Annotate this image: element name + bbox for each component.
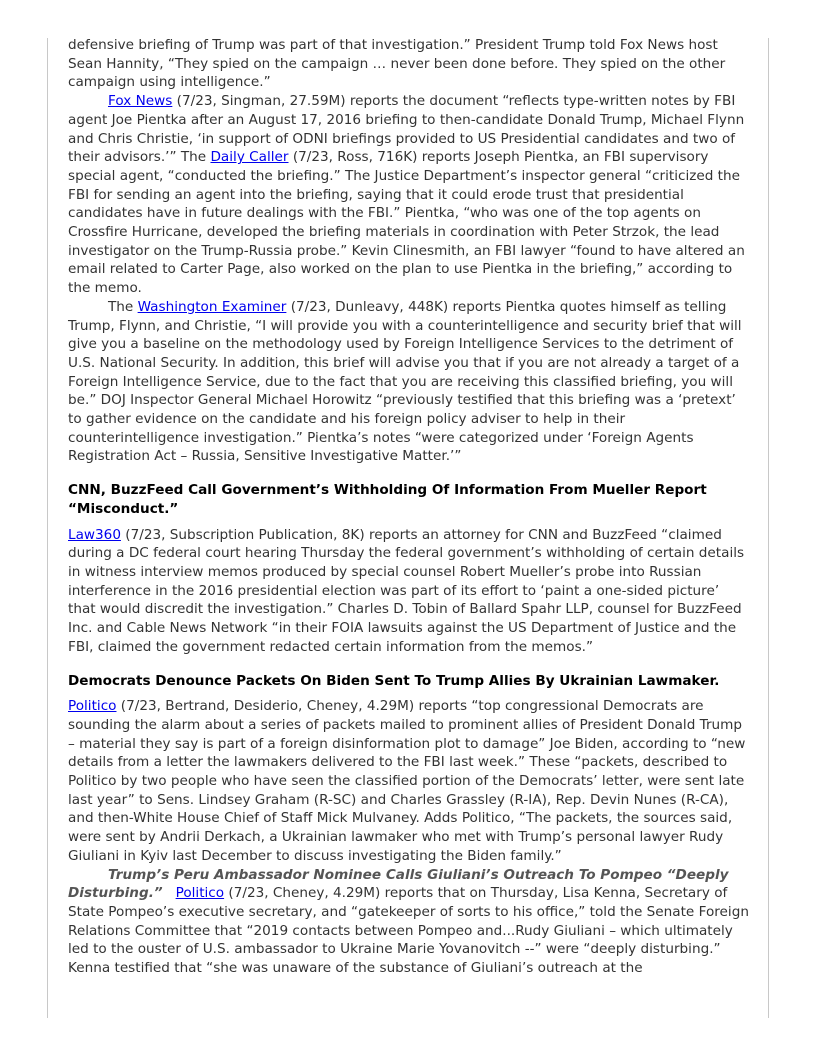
link-washington-examiner[interactable]: Washington Examiner	[137, 298, 287, 315]
headline-cnn-buzzfeed: CNN, BuzzFeed Call Government’s Withholding Of Information From Mueller Report “Misconduct.”	[68, 482, 707, 517]
paragraph-text: (7/23, Subscription Publication, 8K) reports an attorney for CNN and BuzzFeed “claimed during a DC federal court hearing Thursday the federal government’s withholding of certain details in witness interview memos produced by special counsel Robert Mueller’s probe into Russian interference in the 2016 presidential election was part of its effort to ‘paint a one-sided picture’ that would discredit the investigation.” Charles D. Tobin of Ballard Spahr LLP, counsel for BuzzFeed Inc. and Cable News Network “in their FOIA lawsuits against the US Department of Justice and the FBI, claimed the government redacted certain information from the memos.”	[68, 526, 745, 655]
link-politico-kenna[interactable]: Politico	[175, 885, 225, 902]
paragraph-law360	[68, 526, 750, 657]
link-daily-caller[interactable]: Daily Caller	[210, 149, 289, 166]
link-law360[interactable]: Law360	[68, 526, 121, 543]
subheadline-peru-ambassador: Trump’s Peru Ambassador Nominee Calls Giuliani’s Outreach To Pompeo “Deeply Disturbing.”	[68, 866, 729, 902]
paragraph-washington-examiner	[68, 298, 750, 466]
paragraph-fox-news	[68, 92, 750, 298]
document-page	[68, 36, 750, 978]
left-margin-rule	[47, 38, 48, 1018]
paragraph-text: (7/23, Bertrand, Desiderio, Cheney, 4.29M) reports “top congressional Democrats are sounding the alarm about a series of packets mailed to prominent allies of President Donald Trump – material they say is part of a foreign disinformation plot to damage” Joe Biden, according to “new details from a letter the lawmakers delivered to the FBI last week.” These “packets, described to Politico by two people who have seen the classified portion of the Democrats’ letter, were sent late last year” to Sens. Lindsey Graham (R-SC) and Charles Grassley (R-IA), Rep. Devin Nunes (R-CA), and then-White House Chief of Staff Mick Mulvaney. Adds Politico, “The packets, the sources said, were sent by Andrii Derkach, a Ukrainian lawmaker who met with Trump’s personal lawyer Rudy Giuliani in Kyiv last December to discuss investigating the Biden family.”	[68, 698, 746, 864]
right-margin-rule	[768, 38, 769, 1018]
paragraph-text: (7/23, Dunleavy, 448K) reports Pientka quotes himself as telling Trump, Flynn, and Christie, “I will provide you with a counterintelligence and security brief that will give you a baseline on the methodology used by Foreign Intelligence Services to the detriment of U.S. National Security. In addition, this brief will advise you that if you are not already a target of a Foreign Intelligence Service, due to the fact that you are receiving this classified briefing, you will be.” DOJ Inspector General Michael Horowitz “previously testified that this briefing was a ‘pretext’ to gather evidence on the candidate and his foreign policy adviser to help in their counterintelligence investigation.” Pientka’s notes “were categorized under ‘Foreign Agents Registration Act – Russia, Sensitive Investigative Matter.’”	[68, 298, 742, 465]
paragraph-text: (7/23, Cheney, 4.29M) reports that on Thursday, Lisa Kenna, Secretary of State Pompeo’s executive secretary, and “gatekeeper of sorts to his office,” told the Senate Foreign Relations Committee that “2019 contacts between Pompeo and...Rudy Giuliani – which ultimately led to the ouster of U.S. ambassador to Ukraine Marie Yovanovitch --” were “deeply disturbing.” Kenna testified that “she was unaware of the substance of Giuliani’s outreach at the	[68, 885, 749, 977]
paragraph-text: (7/23, Ross, 716K) reports Joseph Pientka, an FBI supervisory special agent, “conducted the briefing.” The Justice Department’s inspector general “criticized the FBI for sending an agent into the briefing, saying that it could erode trust that presidential candidates have in future dealings with the FBI.” Pientka, “who was one of the top agents on Crossfire Hurricane, developed the briefing materials in coordination with Peter Strzok, the lead investigator on the Trump-Russia probe.” Kevin Clinesmith, an FBI lawyer “found to have altered an email related to Carter Page, also worked on the plan to use Pientka in the briefing,” according to the memo.	[68, 149, 745, 297]
paragraph-text: (7/23, Singman, 27.59M) reports the document “reflects type-written notes by FBI agent Joe Pientka after an August 17, 2016 briefing to then-candidate Donald Trump, Michael Flynn and Chris Christie, ‘in support of ODNI briefings provided to US Presidential candidates and two of their advisors.’” The	[68, 93, 745, 166]
paragraph-politico-packets	[68, 697, 750, 865]
link-fox-news[interactable]: Fox News	[108, 93, 173, 110]
link-politico[interactable]: Politico	[68, 698, 117, 715]
headline-democrats-packets: Democrats Denounce Packets On Biden Sent To Trump Allies By Ukrainian Lawmaker.	[68, 672, 720, 689]
paragraph-peru-ambassador	[68, 866, 750, 978]
paragraph-text: The	[108, 298, 138, 315]
paragraph-continuation: defensive briefing of Trump was part of that investigation.” President Trump told Fox News host Sean Hannity, “They spied on the campaign … never been done before. They spied on the other campaign using intelligence.”	[68, 37, 726, 91]
